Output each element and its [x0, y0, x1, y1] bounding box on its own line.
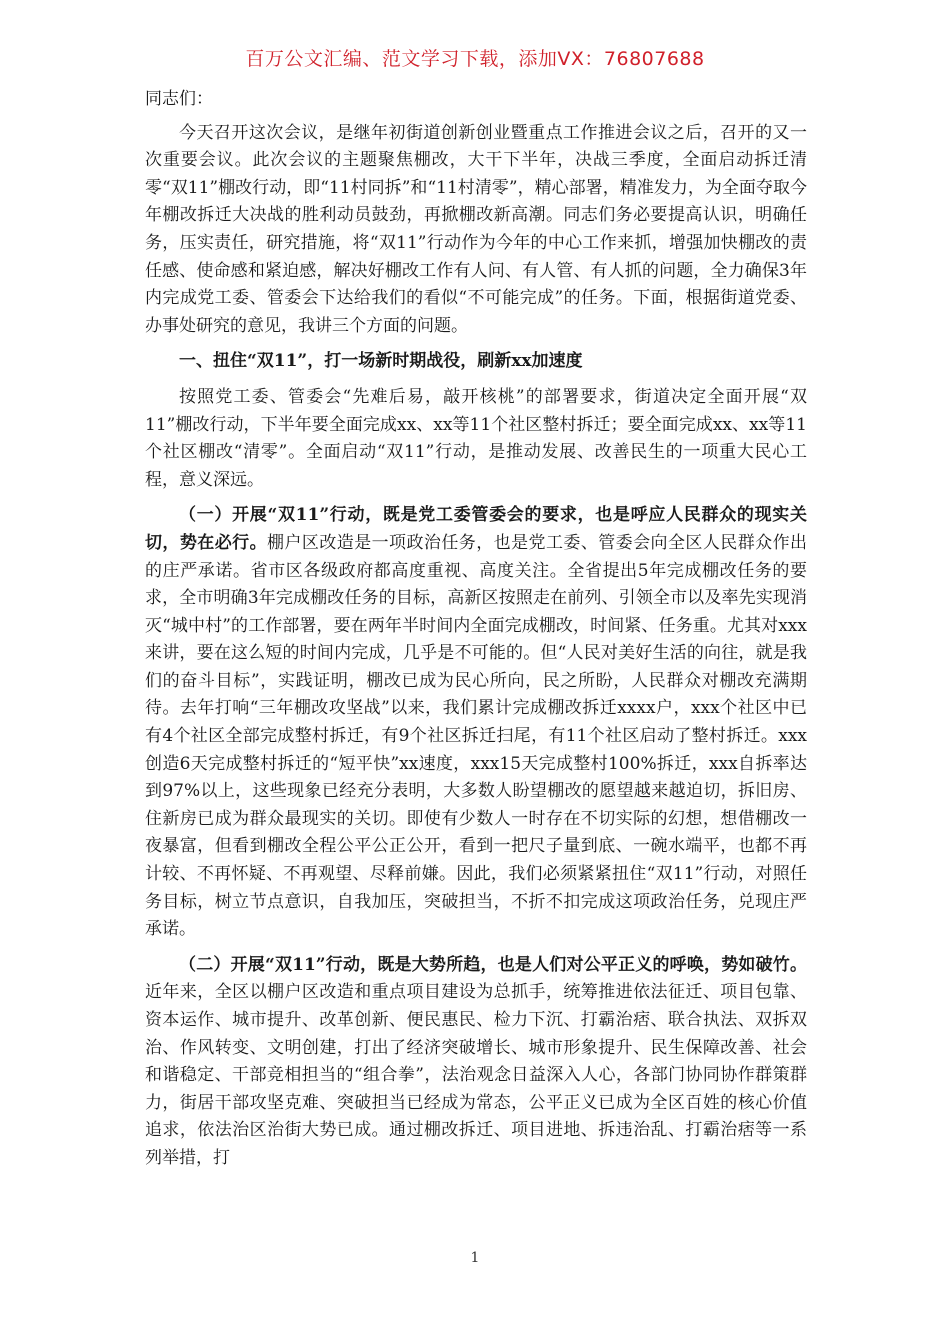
section-1-paragraph: 按照党工委、管委会“先难后易，敲开核桃”的部署要求，街道决定全面开展“双11”棚改行动，下半年要全面完成xx、xx等11个社区整村拆迁；要全面完成xx、xx等11个社区棚改“清零”。全面启动“双11”行动，是推动发展、改善民生的一项重大民心工程，意义深远。	[145, 386, 807, 490]
section-1-heading: 一、扭住“双11”，打一场新时期战役，刷新xx加速度	[179, 351, 583, 372]
download-banner: 百万公文汇编、范文学习下载，添加VX：76807688	[245, 48, 705, 70]
subsection-2-title: （二）开展“双11”行动，既是大势所趋，也是人们对公平正义的呼唤，势如破竹。	[179, 954, 807, 975]
subsection-1-body: 棚户区改造是一项政治任务，也是党工委、管委会向全区人民群众作出的庄严承诺。省市区各级政府都高度重视、高度关注。全省提出5年完成棚改任务的要求，全市明确3年完成棚改任务的目标，高新区按照走在前列、引领全市以及率先实现消灭“城中村”的工作部署，要在两年半时间内全面完成棚改，时间紧、任务重。尤其对xxx来讲，要在这么短的时间内完成，几乎是不可能的。但“人民对美好生活的向往，就是我们的奋斗目标”，实践证明，棚改已成为民心所向，民之所盼，人民群众对棚改充满期待。去年打响“三年棚改攻坚战”以来，我们累计完成棚改拆迁xxxx户，xxx个社区中已有4个社区全部完成整村拆迁，有9个社区拆迁扫尾，有11个社区启动了整村拆迁。xxx创造6天完成整村拆迁的“短平快”xx速度，xxx15天完成整村100%拆迁，xxx自拆率达到97%以上，这些现象已经充分表明，大多数人盼望棚改的愿望越来越迫切，拆旧房、住新房已成为群众最现实的关切。即使有少数人一时存在不切实际的幻想，想借棚改一夜暴富，但看到棚改全程公平公正公开，看到一把尺子量到底、一碗水端平，也都不再计较、不再怀疑、不再观望、尽释前嫌。因此，我们必须紧紧扭住“双11”行动，对照任务目标，树立节点意识，自我加压，突破担当，不折不扣完成这项政治任务，兑现庄严承诺。	[145, 532, 808, 940]
subsection-2-body: 近年来，全区以棚户区改造和重点项目建设为总抓手，统筹推进依法征迁、项目包靠、资本运作、城市提升、改革创新、便民惠民、检力下沉、打霸治痞、联合执法、双拆双治、作风转变、文明创建，打出了经济突破增长、城市形象提升、民生保障改善、社会和谐稳定、干部竞相担当的“组合拳”，法治观念日益深入人心，各部门协同协作群策群力，街居干部攻坚克难、突破担当已经成为常态，公平正义已成为全区百姓的核心价值追求，依法治区治街大势已成。通过棚改拆迁、项目进地、拆违治乱、打霸治痞等一系列举措，打	[145, 982, 807, 1168]
subsection-1-paragraph	[145, 502, 807, 944]
greeting: 同志们：	[145, 89, 213, 109]
intro-paragraph: 今天召开这次会议，是继年初街道创新创业暨重点工作推进会议之后，召开的又一次重要会议。此次会议的主题聚焦棚改，大干下半年，决战三季度，全面启动拆迁清零“双11”棚改行动，即“11村同拆”和“11村清零”，精心部署，精准发力，为全面夺取今年棚改拆迁大决战的胜利动员鼓劲，再掀棚改新高潮。同志们务必要提高认识，明确任务，压实责任，研究措施，将“双11”行动作为今年的中心工作来抓，增强加快棚改的责任感、使命感和紧迫感，解决好棚改工作有人问、有人管、有人抓的问题，全力确保3年内完成党工委、管委会下达给我们的看似“不可能完成”的任务。下面，根据街道党委、办事处研究的意见，我讲三个方面的问题。	[145, 122, 807, 336]
subsection-2-paragraph	[145, 952, 807, 1173]
document-body	[145, 86, 807, 1181]
subsection-1-title: （一）开展“双11”行动，既是党工委管委会的要求，也是呼应人民群众的现实关切，势在必行。	[145, 505, 807, 553]
page-number: 1	[470, 1250, 480, 1266]
